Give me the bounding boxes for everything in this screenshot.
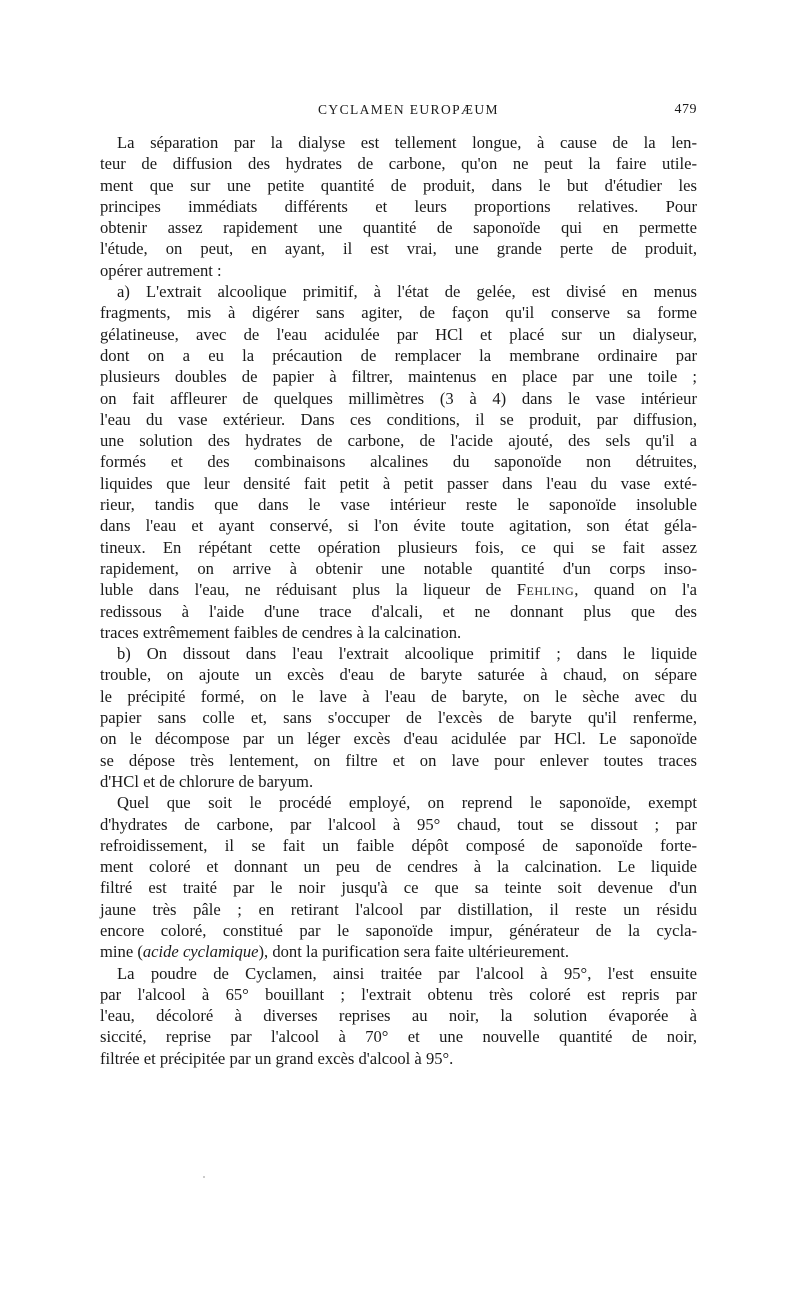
text-line: siccité, reprise par l'alcool à 70° et une nouvelle quantité de noir, bbox=[100, 1027, 697, 1047]
text-line: traces extrêmement faibles de cendres à la calcination. bbox=[100, 622, 462, 642]
body-text bbox=[100, 132, 697, 1069]
text-line: l'eau du vase extérieur. Dans ces conditions, il se produit, par diffusion, bbox=[100, 409, 697, 429]
text-line: refroidissement, il se fait un faible dépôt composé de saponoïde forte- bbox=[100, 835, 697, 855]
text-line bbox=[100, 941, 697, 962]
text-line: rieur, tandis que dans le vase intérieur reste le saponoïde insoluble bbox=[100, 495, 697, 515]
text-line: fragments, mis à digérer sans agiter, de façon qu'il conserve sa forme bbox=[100, 303, 697, 323]
text-line: on le décompose par un léger excès d'eau acidulée par HCl. Le saponoïde bbox=[100, 729, 697, 749]
text-line: tineux. En répétant cette opération plusieurs fois, ce qui se fait assez bbox=[100, 537, 697, 557]
text-line: b) On dissout dans l'eau l'extrait alcoolique primitif ; dans le liquide bbox=[117, 644, 697, 664]
running-title: CYCLAMEN EUROPÆUM bbox=[318, 102, 499, 117]
text-line: trouble, on ajoute un excès d'eau de baryte saturée à chaud, on sépare bbox=[100, 665, 697, 685]
text-line: a) L'extrait alcoolique primitif, à l'état de gelée, est divisé en menus bbox=[117, 282, 697, 302]
text-line: principes immédiats différents et leurs proportions relatives. Pour bbox=[100, 196, 697, 216]
text-line: d'hydrates de carbone, par l'alcool à 95° chaud, tout se dissout ; par bbox=[100, 814, 697, 834]
text-segment: mine ( bbox=[100, 942, 143, 962]
text-line: Quel que soit le procédé employé, on reprend le saponoïde, exempt bbox=[117, 793, 697, 813]
author-name: Fehling bbox=[516, 580, 575, 600]
text-line: redissous à l'aide d'une trace d'alcali, et ne donnant plus que des bbox=[100, 601, 697, 621]
text-line: dont on a eu la précaution de remplacer la membrane ordinaire par bbox=[100, 345, 697, 365]
text-line: teur de diffusion des hydrates de carbone, qu'on ne peut la faire utile- bbox=[100, 154, 697, 174]
text-line: rapidement, on arrive à obtenir une notable quantité d'un corps inso- bbox=[100, 558, 697, 578]
running-head bbox=[120, 96, 697, 126]
text-line: filtré est traité par le noir jusqu'à ce que sa teinte soit devenue d'un bbox=[100, 878, 697, 898]
text-line: une solution des hydrates de carbone, de l'acide ajouté, des sels qu'il a bbox=[100, 431, 697, 451]
text-line: ment coloré et donnant un peu de cendres à la calcination. Le liquide bbox=[100, 857, 697, 877]
text-segment: , quand on l'a bbox=[574, 580, 697, 600]
text-line: liquides que leur densité fait petit à petit passer dans l'eau du vase exté- bbox=[100, 473, 697, 493]
text-line: jaune très pâle ; en retirant l'alcool par distillation, il reste un résidu bbox=[100, 899, 697, 919]
text-line: encore coloré, constitué par le saponoïde impur, générateur de la cycla- bbox=[100, 920, 697, 940]
text-line: par l'alcool à 65° bouillant ; l'extrait obtenu très coloré est repris par bbox=[100, 984, 697, 1004]
text-line: La poudre de Cyclamen, ainsi traitée par l'alcool à 95°, l'est ensuite bbox=[117, 963, 697, 983]
text-line: opérer autrement : bbox=[100, 260, 222, 280]
text-line: dans l'eau et ayant conservé, si l'on évite toute agitation, son état géla- bbox=[100, 516, 697, 536]
text-line: papier sans colle et, sans s'occuper de l'excès de baryte qu'il renferme, bbox=[100, 708, 697, 728]
text-line: filtrée et précipitée par un grand excès d'alcool à 95°. bbox=[100, 1048, 454, 1068]
text-line: se dépose très lentement, on filtre et on lave pour enlever toutes traces bbox=[100, 750, 697, 770]
text-line: formés et des combinaisons alcalines du saponoïde non détruites, bbox=[100, 452, 697, 472]
text-line: l'étude, on peut, en ayant, il est vrai, une grande perte de produit, bbox=[100, 239, 697, 259]
text-line: le précipité formé, on le lave à l'eau de baryte, on le sèche avec du bbox=[100, 686, 697, 706]
text-line: plusieurs doubles de papier à filtrer, maintenus en place par une toile ; bbox=[100, 367, 697, 387]
italic-term: acide cyclamique bbox=[142, 942, 259, 962]
text-line: obtenir assez rapidement une quantité de saponoïde qui en permette bbox=[100, 218, 697, 238]
text-line: on fait affleurer de quelques millimètres (3 à 4) dans le vase intérieur bbox=[100, 388, 697, 408]
text-line bbox=[100, 579, 697, 600]
text-line: l'eau, décoloré à diverses reprises au noir, la solution évaporée à bbox=[100, 1006, 697, 1026]
text-line: La séparation par la dialyse est tellement longue, à cause de la len- bbox=[117, 133, 697, 152]
paper-speck bbox=[203, 1176, 205, 1178]
text-segment: luble dans l'eau, ne réduisant plus la liqueur de bbox=[100, 580, 517, 600]
text-segment: ), dont la purification sera faite ultérieurement. bbox=[258, 942, 570, 962]
text-line: gélatineuse, avec de l'eau acidulée par HCl et placé sur un dialyseur, bbox=[100, 324, 697, 344]
text-line: d'HCl et de chlorure de baryum. bbox=[100, 771, 314, 791]
page-number: 479 bbox=[674, 102, 697, 117]
text-line: ment que sur une petite quantité de produit, dans le but d'étudier les bbox=[100, 175, 697, 195]
